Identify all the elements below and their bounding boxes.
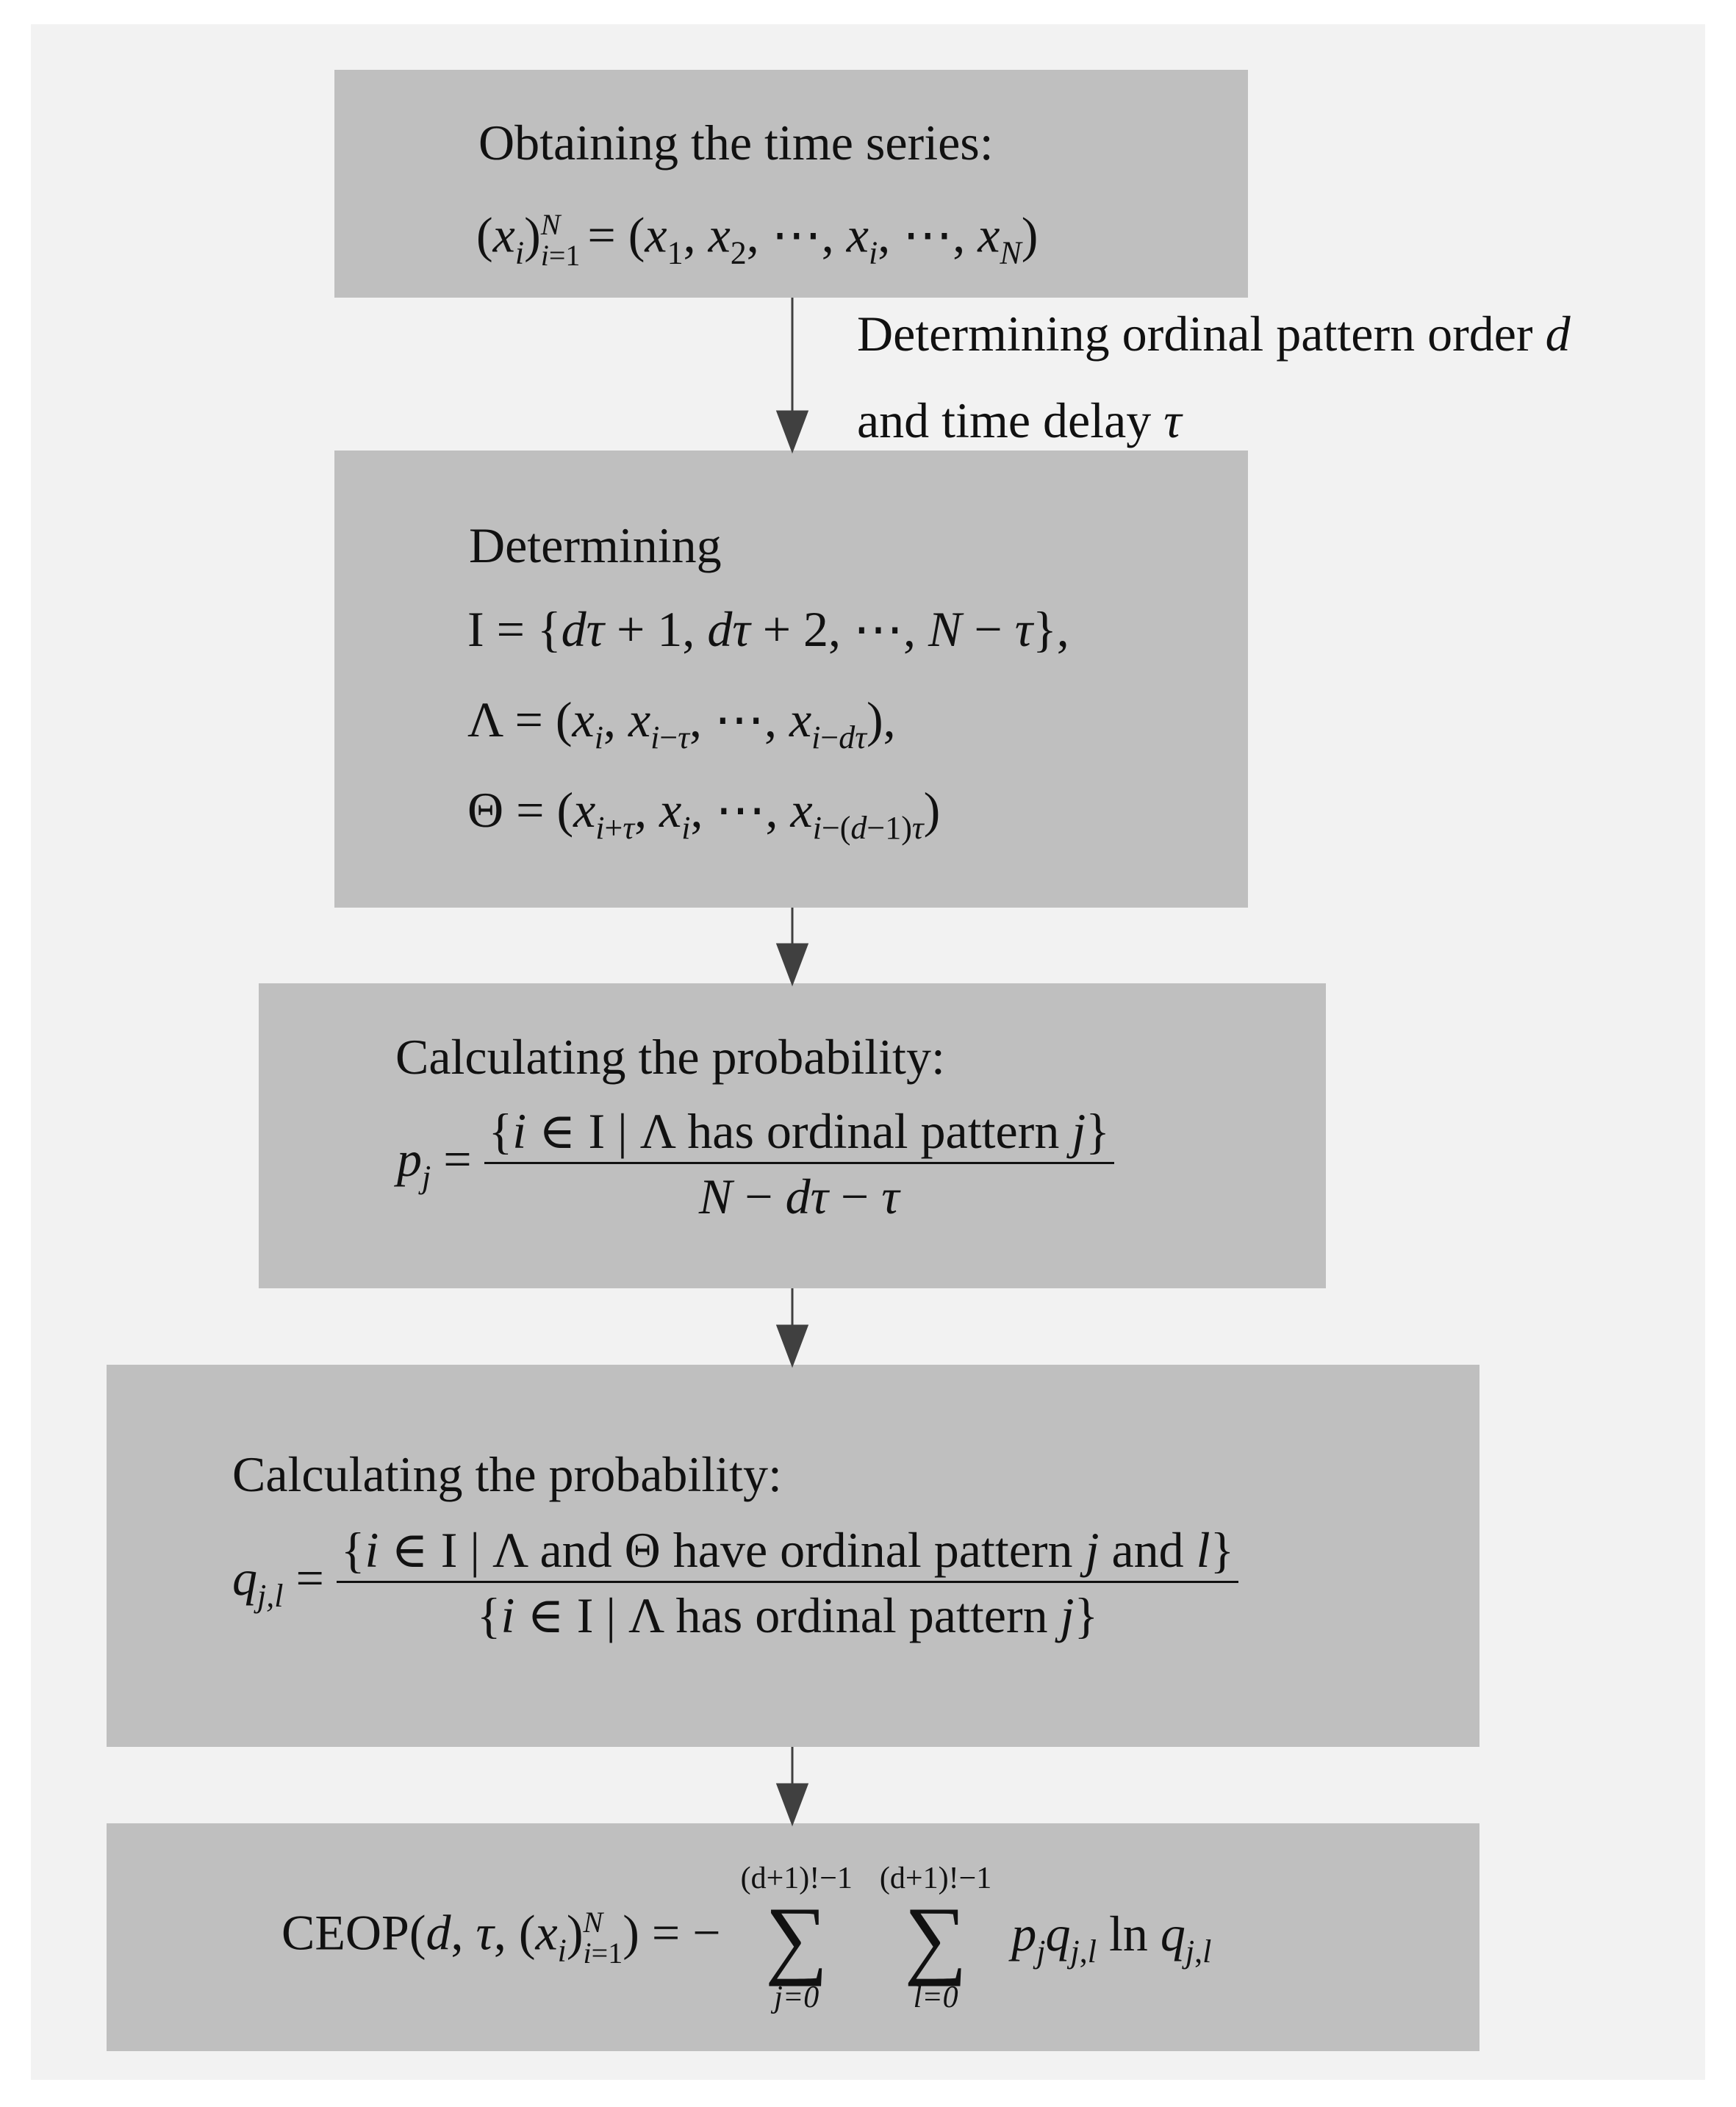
formula-lambda: $\Lambda = (x_i$, $x_{i-\tau}$, ⋯, $x_{i-d\tau}$), xyxy=(467,692,896,755)
formula-q-jl: $q_{j,l}$ = $\frac{\text{\{i ∈ I | Λ and Θ have ordinal pattern j and l\}}}{\text{\{i ∈ I | Λ has ordinal pattern j\}}}$ xyxy=(232,1525,1238,1640)
formula-p-j: $p_j$ = $\frac{\text{\{i ∈ I | Λ has ordinal pattern j\}}}{N - d\tau - \tau}$ xyxy=(397,1106,1114,1221)
formula-index-set: I = {dτ + 1, dτ + 2, ⋯, N − τ}, xyxy=(467,601,1069,657)
step-obtain-series-title: Obtaining the time series: xyxy=(478,115,994,171)
formula-theta: $\Theta = (x_{i+\tau}$, $x_i$, ⋯, $x_{i-(d-1)\tau}$) xyxy=(467,782,941,846)
arrow-label-delay: and time delay τ xyxy=(857,392,1182,448)
arrow-1-head xyxy=(778,412,807,451)
arrow-2-head xyxy=(778,944,807,983)
arrow-3-head xyxy=(778,1326,807,1365)
step-determine-title: Determining xyxy=(469,517,722,573)
formula-ceop: CEOP(d, τ, $(x_i)N$ i=1) = − (d+1)!−1 ∑ j=0 (d+1)!−1 ∑ l=0 $p_jq_{j,l}$ $\ln q_{j,l}$ xyxy=(281,1862,1212,2014)
step-obtain-series-formula: $(x_i)N$ $i=1 = (x_1$, $x_2$, ⋯, $x_i$, ⋯, $x_N$) xyxy=(476,207,1039,272)
step-probability-q-title: Calculating the probability: xyxy=(232,1446,782,1502)
arrow-label-order: Determining ordinal pattern order d xyxy=(857,306,1571,362)
summation-j: (d+1)!−1 ∑ j=0 xyxy=(740,1862,853,2014)
step-probability-p-title: Calculating the probability: xyxy=(395,1029,945,1085)
arrow-4-head xyxy=(778,1784,807,1823)
summation-l: (d+1)!−1 ∑ l=0 xyxy=(879,1862,992,2014)
